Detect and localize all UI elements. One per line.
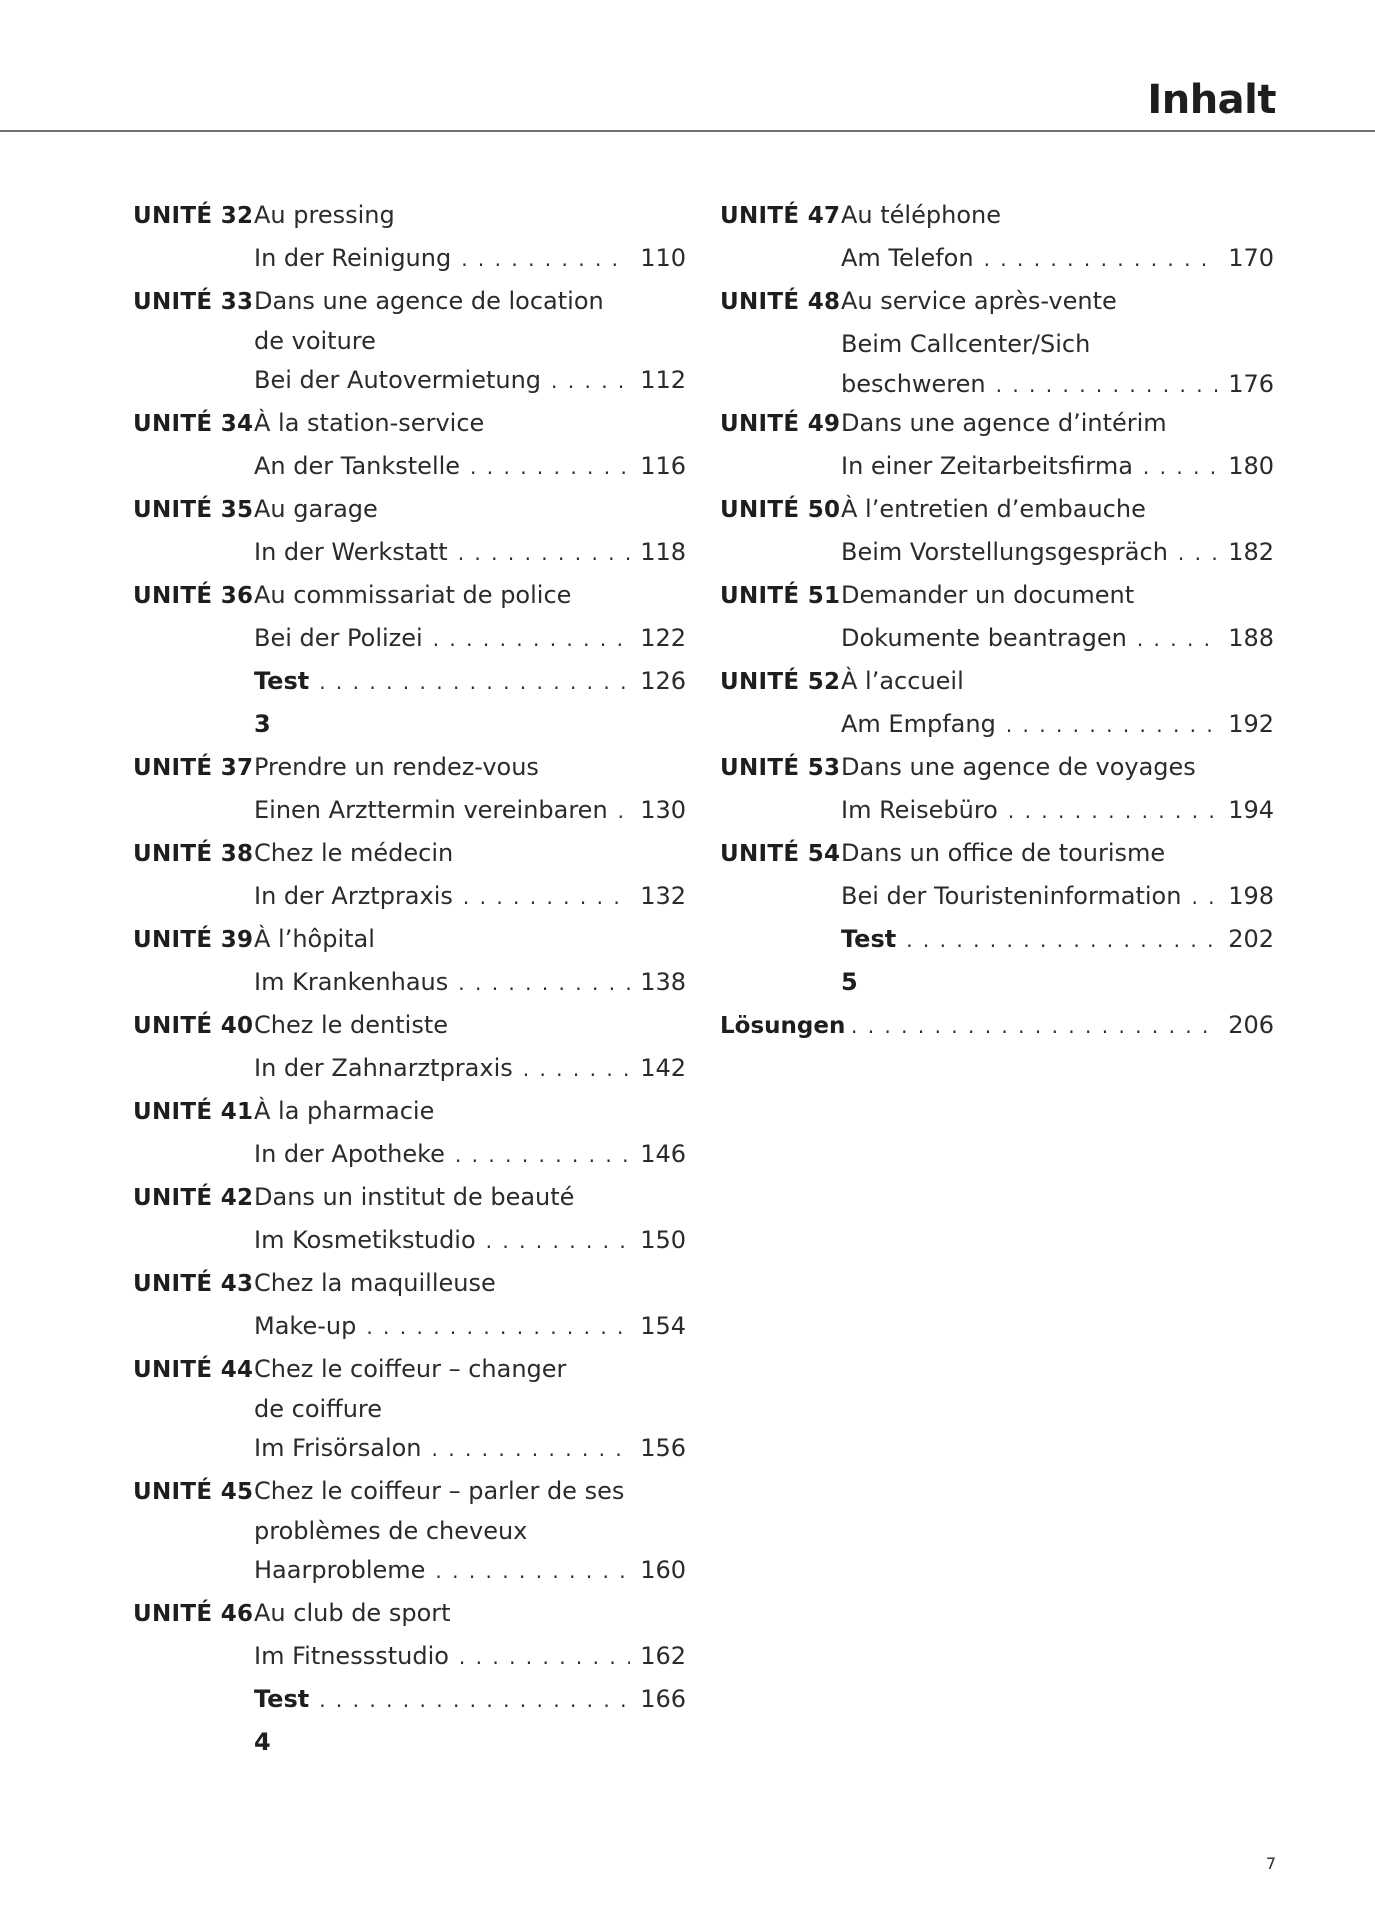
dot-leader bbox=[366, 1306, 630, 1349]
toc-sub-row[interactable] bbox=[720, 445, 1274, 488]
dot-leader bbox=[432, 1428, 631, 1471]
toc-sub-row[interactable] bbox=[720, 617, 1274, 660]
dot-leader bbox=[1008, 790, 1218, 833]
unit-number: UNITÉ 46 bbox=[133, 1601, 254, 1627]
solutions-title: Lösungen bbox=[720, 1013, 846, 1039]
page-ref: 188 bbox=[1228, 624, 1274, 652]
dot-leader bbox=[470, 446, 630, 489]
french-title: À la pharmacie bbox=[254, 1097, 435, 1125]
german-title: In der Arztpraxis bbox=[254, 882, 453, 910]
test-title: Test 3 bbox=[254, 667, 310, 738]
german-title: Im Reisebüro bbox=[841, 796, 998, 824]
french-title: Au téléphone bbox=[841, 201, 1001, 229]
unit-number: UNITÉ 32 bbox=[133, 203, 254, 229]
toc-unit-row bbox=[133, 1004, 686, 1047]
french-title: Chez le coiffeur – changer bbox=[254, 1355, 567, 1383]
page-number: 7 bbox=[1265, 1854, 1276, 1873]
toc-entry[interactable] bbox=[133, 574, 686, 660]
unit-number: UNITÉ 35 bbox=[133, 497, 254, 523]
unit-number: UNITÉ 45 bbox=[133, 1479, 254, 1505]
toc-entry[interactable] bbox=[720, 918, 1274, 996]
german-title: Haarprobleme bbox=[254, 1556, 426, 1584]
french-title: Au club de sport bbox=[254, 1599, 451, 1627]
toc-entry[interactable] bbox=[133, 1592, 686, 1678]
toc-solutions-row[interactable] bbox=[720, 1004, 1274, 1047]
toc-entry[interactable] bbox=[720, 746, 1274, 832]
french-title: de coiffure bbox=[254, 1395, 383, 1423]
toc-entry[interactable] bbox=[133, 488, 686, 574]
toc-unit-row bbox=[133, 1176, 686, 1219]
french-title: Prendre un rendez-vous bbox=[254, 753, 539, 781]
unit-number: UNITÉ 34 bbox=[133, 411, 254, 437]
page-ref: 126 bbox=[640, 667, 686, 695]
toc-sub-row[interactable] bbox=[720, 531, 1274, 574]
french-title: Dans un institut de beauté bbox=[254, 1183, 575, 1211]
dot-leader bbox=[551, 360, 630, 403]
german-title: In der Werkstatt bbox=[254, 538, 448, 566]
toc-unit-row bbox=[133, 1391, 686, 1427]
toc-sub-row[interactable] bbox=[133, 1219, 686, 1262]
french-title: À la station-service bbox=[254, 409, 485, 437]
page-ref: 112 bbox=[640, 366, 686, 394]
french-title: À l’hôpital bbox=[254, 925, 375, 953]
toc-entry[interactable] bbox=[133, 280, 686, 402]
toc-unit-row bbox=[133, 1470, 686, 1513]
unit-number: UNITÉ 48 bbox=[720, 289, 841, 315]
unit-number: UNITÉ 49 bbox=[720, 411, 841, 437]
toc-sub-row[interactable] bbox=[133, 237, 686, 280]
german-title: Im Fitnessstudio bbox=[254, 1642, 449, 1670]
german-title: Im Krankenhaus bbox=[254, 968, 449, 996]
dot-leader bbox=[851, 1005, 1218, 1048]
french-title: À l’accueil bbox=[841, 667, 964, 695]
french-title: de voiture bbox=[254, 327, 376, 355]
toc-unit-row bbox=[133, 832, 686, 875]
test-title: Test 5 bbox=[841, 925, 897, 996]
toc-sub-row[interactable] bbox=[133, 445, 686, 488]
toc-entry[interactable] bbox=[133, 1004, 686, 1090]
french-title: Chez la maquilleuse bbox=[254, 1269, 496, 1297]
toc-unit-row bbox=[133, 280, 686, 323]
page-ref: 138 bbox=[640, 968, 686, 996]
toc-test-row[interactable] bbox=[133, 660, 686, 738]
french-title: Chez le coiffeur – parler de ses bbox=[254, 1477, 625, 1505]
unit-number: UNITÉ 44 bbox=[133, 1357, 254, 1383]
section-gap bbox=[133, 703, 686, 746]
toc-unit-row bbox=[133, 402, 686, 445]
toc-unit-row bbox=[133, 746, 686, 789]
toc-sub-row[interactable] bbox=[720, 875, 1274, 918]
dot-leader bbox=[319, 661, 630, 704]
unit-number: UNITÉ 33 bbox=[133, 289, 254, 315]
page-ref: 154 bbox=[640, 1312, 686, 1340]
page-ref: 118 bbox=[640, 538, 686, 566]
dot-leader bbox=[319, 1679, 630, 1722]
unit-number: UNITÉ 43 bbox=[133, 1271, 254, 1297]
toc-sub-row[interactable] bbox=[720, 789, 1274, 832]
page-ref: 122 bbox=[640, 624, 686, 652]
toc-test-row[interactable] bbox=[720, 918, 1274, 996]
toc-unit-row bbox=[720, 660, 1274, 703]
unit-number: UNITÉ 38 bbox=[133, 841, 254, 867]
toc-sub-row[interactable] bbox=[133, 531, 686, 574]
toc-entry[interactable] bbox=[133, 746, 686, 832]
german-title: Dokumente beantragen bbox=[841, 624, 1127, 652]
german-title: In der Apotheke bbox=[254, 1140, 445, 1168]
french-title: problèmes de cheveux bbox=[254, 1517, 528, 1545]
toc-unit-row bbox=[720, 832, 1274, 875]
toc-entry[interactable] bbox=[720, 402, 1274, 488]
german-title: An der Tankstelle bbox=[254, 452, 461, 480]
toc-unit-row bbox=[133, 574, 686, 617]
page-ref: 198 bbox=[1228, 882, 1274, 910]
toc-sub-row[interactable] bbox=[133, 1427, 686, 1470]
page-ref: 170 bbox=[1228, 244, 1274, 272]
unit-number: UNITÉ 47 bbox=[720, 203, 841, 229]
toc-entry[interactable] bbox=[133, 402, 686, 488]
dot-leader bbox=[463, 876, 630, 919]
toc-test-row[interactable] bbox=[133, 1678, 686, 1756]
page-ref: 192 bbox=[1228, 710, 1274, 738]
toc-entry[interactable] bbox=[133, 832, 686, 918]
unit-number: UNITÉ 40 bbox=[133, 1013, 254, 1039]
toc-sub-row[interactable] bbox=[133, 1133, 686, 1176]
toc-sub-row[interactable] bbox=[133, 961, 686, 1004]
dot-leader bbox=[458, 962, 630, 1005]
french-title: Chez le dentiste bbox=[254, 1011, 448, 1039]
unit-number: UNITÉ 39 bbox=[133, 927, 254, 953]
page-ref: 116 bbox=[640, 452, 686, 480]
toc-unit-row bbox=[133, 1348, 686, 1391]
french-title: Dans un office de tourisme bbox=[841, 839, 1166, 867]
dot-leader bbox=[486, 1220, 631, 1263]
page-ref: 166 bbox=[640, 1685, 686, 1713]
german-title: Am Telefon bbox=[841, 244, 974, 272]
toc-entry[interactable] bbox=[133, 1262, 686, 1348]
toc-unit-row bbox=[133, 488, 686, 531]
toc-unit-row bbox=[133, 918, 686, 961]
page-ref: 130 bbox=[640, 796, 686, 824]
dot-leader bbox=[1006, 704, 1218, 747]
unit-number: UNITÉ 53 bbox=[720, 755, 841, 781]
toc-entry[interactable] bbox=[133, 1470, 686, 1592]
header bbox=[0, 0, 1375, 132]
dot-leader bbox=[1137, 618, 1218, 661]
unit-number: UNITÉ 50 bbox=[720, 497, 841, 523]
unit-number: UNITÉ 41 bbox=[133, 1099, 254, 1125]
toc-sub-row[interactable] bbox=[133, 789, 686, 832]
test-title: Test 4 bbox=[254, 1685, 310, 1756]
dot-leader bbox=[433, 618, 630, 661]
french-title: Au pressing bbox=[254, 201, 395, 229]
toc-right-column bbox=[720, 194, 1274, 1047]
toc-entry[interactable] bbox=[720, 1004, 1274, 1047]
unit-number: UNITÉ 36 bbox=[133, 583, 254, 609]
toc-unit-row bbox=[720, 488, 1274, 531]
french-title: Demander un document bbox=[841, 581, 1135, 609]
french-title: À l’entretien d’embauche bbox=[841, 495, 1146, 523]
page-ref: 206 bbox=[1228, 1011, 1274, 1039]
german-title: Einen Arzttermin vereinbaren bbox=[254, 796, 608, 824]
dot-leader bbox=[459, 1636, 630, 1679]
dot-leader bbox=[455, 1134, 630, 1177]
toc-unit-row bbox=[720, 574, 1274, 617]
toc-unit-row bbox=[720, 402, 1274, 445]
german-title: Im Kosmetikstudio bbox=[254, 1226, 476, 1254]
german-title: Beim Callcenter/Sich bbox=[841, 330, 1091, 358]
page-ref: 194 bbox=[1228, 796, 1274, 824]
toc-sub-row[interactable] bbox=[133, 1305, 686, 1348]
unit-number: UNITÉ 51 bbox=[720, 583, 841, 609]
toc-entry[interactable] bbox=[133, 1176, 686, 1262]
unit-number: UNITÉ 54 bbox=[720, 841, 841, 867]
page-ref: 162 bbox=[640, 1642, 686, 1670]
page-ref: 110 bbox=[640, 244, 686, 272]
page-ref: 160 bbox=[640, 1556, 686, 1584]
german-title: Am Empfang bbox=[841, 710, 996, 738]
page-ref: 182 bbox=[1228, 538, 1274, 566]
toc-entry[interactable] bbox=[720, 280, 1274, 402]
dot-leader bbox=[461, 238, 630, 281]
toc-entry[interactable] bbox=[720, 194, 1274, 280]
toc-entry[interactable] bbox=[133, 660, 686, 738]
toc-entry[interactable] bbox=[133, 1348, 686, 1470]
toc-unit-row bbox=[133, 1090, 686, 1133]
toc-sub-row[interactable] bbox=[133, 1635, 686, 1678]
german-title: Make-up bbox=[254, 1312, 357, 1340]
page-ref: 176 bbox=[1228, 370, 1274, 398]
german-title: Im Frisörsalon bbox=[254, 1434, 422, 1462]
toc-entry[interactable] bbox=[133, 1090, 686, 1176]
page-ref: 150 bbox=[640, 1226, 686, 1254]
toc-entry[interactable] bbox=[720, 574, 1274, 660]
dot-leader bbox=[984, 238, 1219, 281]
dot-leader bbox=[1143, 446, 1218, 489]
page-title: Inhalt bbox=[1147, 77, 1276, 123]
toc-unit-row bbox=[720, 194, 1274, 237]
french-title: Dans une agence de voyages bbox=[841, 753, 1196, 781]
unit-number: UNITÉ 52 bbox=[720, 669, 841, 695]
french-title: Chez le médecin bbox=[254, 839, 454, 867]
toc-entry[interactable] bbox=[720, 488, 1274, 574]
toc-unit-row bbox=[720, 746, 1274, 789]
toc-sub-row bbox=[720, 323, 1274, 366]
toc-entry[interactable] bbox=[133, 1678, 686, 1756]
german-title: Bei der Polizei bbox=[254, 624, 423, 652]
page-ref: 142 bbox=[640, 1054, 686, 1082]
german-title: In einer Zeitarbeitsfirma bbox=[841, 452, 1133, 480]
dot-leader bbox=[906, 919, 1218, 962]
german-title: In der Zahnarztpraxis bbox=[254, 1054, 513, 1082]
toc-sub-row[interactable] bbox=[720, 703, 1274, 746]
toc-sub-row[interactable] bbox=[720, 366, 1274, 402]
toc-unit-row bbox=[133, 1262, 686, 1305]
page-ref: 156 bbox=[640, 1434, 686, 1462]
dot-leader bbox=[523, 1048, 630, 1091]
toc-sub-row[interactable] bbox=[133, 359, 686, 402]
toc-entry[interactable] bbox=[133, 194, 686, 280]
unit-number: UNITÉ 37 bbox=[133, 755, 254, 781]
toc-sub-row[interactable] bbox=[133, 617, 686, 660]
german-title: Bei der Touristeninformation bbox=[841, 882, 1182, 910]
dot-leader bbox=[996, 367, 1219, 403]
toc-unit-row bbox=[133, 194, 686, 237]
toc-sub-row[interactable] bbox=[133, 1549, 686, 1592]
toc-entry[interactable] bbox=[133, 918, 686, 1004]
section-gap bbox=[720, 961, 1274, 1004]
dot-leader bbox=[618, 790, 631, 833]
dot-leader bbox=[435, 1550, 630, 1593]
unit-number: UNITÉ 42 bbox=[133, 1185, 254, 1211]
french-title: Dans une agence de location bbox=[254, 287, 604, 315]
french-title: Dans une agence d’intérim bbox=[841, 409, 1167, 437]
toc-unit-row bbox=[133, 323, 686, 359]
german-title: Beim Vorstellungsgespräch bbox=[841, 538, 1168, 566]
toc-left-column bbox=[133, 194, 686, 1756]
toc-entry[interactable] bbox=[720, 832, 1274, 918]
french-title: Au commissariat de police bbox=[254, 581, 572, 609]
page-ref: 202 bbox=[1228, 925, 1274, 953]
french-title: Au garage bbox=[254, 495, 378, 523]
toc-entry[interactable] bbox=[720, 660, 1274, 746]
toc-sub-row[interactable] bbox=[133, 1047, 686, 1090]
page-ref: 132 bbox=[640, 882, 686, 910]
french-title: Au service après-vente bbox=[841, 287, 1117, 315]
german-title: beschweren bbox=[841, 370, 986, 398]
german-title: In der Reinigung bbox=[254, 244, 452, 272]
toc-sub-row[interactable] bbox=[720, 237, 1274, 280]
dot-leader bbox=[1178, 532, 1218, 575]
page-ref: 146 bbox=[640, 1140, 686, 1168]
dot-leader bbox=[458, 532, 630, 575]
toc-unit-row bbox=[133, 1513, 686, 1549]
toc-unit-row bbox=[720, 280, 1274, 323]
german-title: Bei der Autovermietung bbox=[254, 366, 542, 394]
dot-leader bbox=[1191, 876, 1218, 919]
toc-unit-row bbox=[133, 1592, 686, 1635]
toc-sub-row[interactable] bbox=[133, 875, 686, 918]
page-ref: 180 bbox=[1228, 452, 1274, 480]
